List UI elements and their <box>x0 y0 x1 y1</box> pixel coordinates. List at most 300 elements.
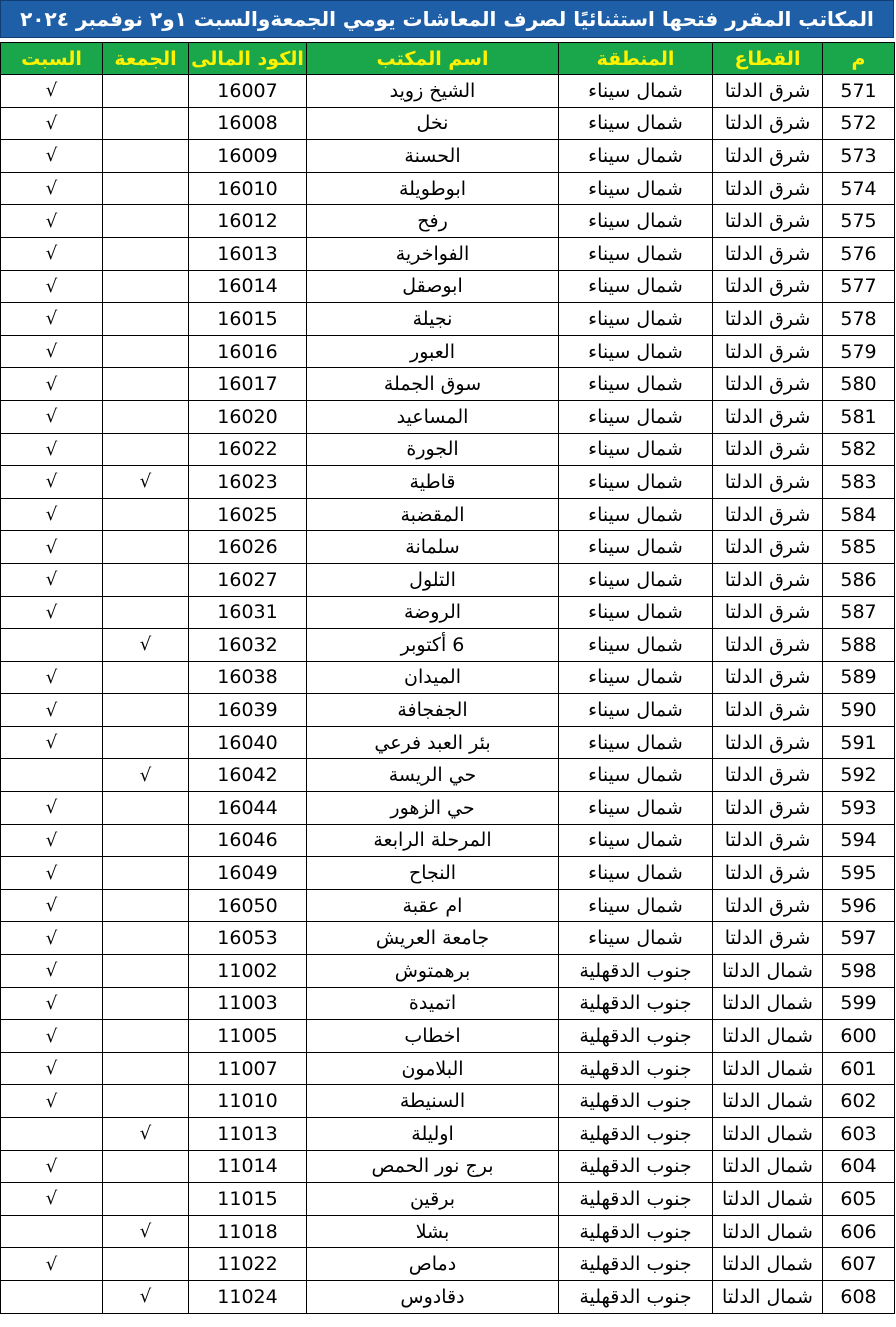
row-sector: شرق الدلتا <box>713 922 823 955</box>
row-friday-check: √ <box>103 466 189 499</box>
table-row <box>1 1085 895 1118</box>
row-saturday-check: √ <box>1 694 103 727</box>
row-friday-check <box>103 857 189 890</box>
row-friday-check <box>103 596 189 629</box>
row-code: 16032 <box>189 629 307 662</box>
row-office-name: العبور <box>307 335 559 368</box>
row-code: 16027 <box>189 563 307 596</box>
row-sector: شرق الدلتا <box>713 792 823 825</box>
row-index: 575 <box>823 205 895 238</box>
row-code: 16010 <box>189 172 307 205</box>
row-code: 11013 <box>189 1118 307 1151</box>
row-index: 594 <box>823 824 895 857</box>
row-region: جنوب الدقهلية <box>559 1183 713 1216</box>
row-region: جنوب الدقهلية <box>559 1118 713 1151</box>
row-region: شمال سيناء <box>559 889 713 922</box>
row-saturday-check: √ <box>1 596 103 629</box>
row-index: 601 <box>823 1052 895 1085</box>
row-office-name: دقادوس <box>307 1280 559 1313</box>
table-row <box>1 335 895 368</box>
table-row <box>1 531 895 564</box>
row-index: 587 <box>823 596 895 629</box>
row-friday-check <box>103 1150 189 1183</box>
row-region: شمال سيناء <box>559 205 713 238</box>
row-office-name: ام عقبة <box>307 889 559 922</box>
row-index: 581 <box>823 400 895 433</box>
row-friday-check <box>103 75 189 108</box>
row-code: 16038 <box>189 661 307 694</box>
row-office-name: السنيطة <box>307 1085 559 1118</box>
row-friday-check: √ <box>103 1280 189 1313</box>
row-office-name: نجيلة <box>307 303 559 336</box>
row-office-name: الجفجافة <box>307 694 559 727</box>
row-saturday-check: √ <box>1 172 103 205</box>
row-code: 11002 <box>189 955 307 988</box>
row-index: 586 <box>823 563 895 596</box>
row-index: 578 <box>823 303 895 336</box>
row-saturday-check: √ <box>1 237 103 270</box>
row-sector: شمال الدلتا <box>713 1020 823 1053</box>
row-friday-check <box>103 335 189 368</box>
row-friday-check: √ <box>103 1118 189 1151</box>
row-office-name: نخل <box>307 107 559 140</box>
row-sector: شرق الدلتا <box>713 629 823 662</box>
row-office-name: حي الريسة <box>307 759 559 792</box>
row-index: 606 <box>823 1215 895 1248</box>
row-region: شمال سيناء <box>559 75 713 108</box>
row-region: جنوب الدقهلية <box>559 987 713 1020</box>
row-code: 16020 <box>189 400 307 433</box>
row-region: شمال سيناء <box>559 629 713 662</box>
row-sector: شمال الدلتا <box>713 1215 823 1248</box>
row-friday-check <box>103 792 189 825</box>
row-office-name: الجورة <box>307 433 559 466</box>
row-code: 16050 <box>189 889 307 922</box>
row-office-name: اتميدة <box>307 987 559 1020</box>
header-code: الكود المالى <box>189 43 307 75</box>
table-row <box>1 466 895 499</box>
row-region: جنوب الدقهلية <box>559 1280 713 1313</box>
row-office-name: بئر العبد فرعي <box>307 726 559 759</box>
row-code: 16016 <box>189 335 307 368</box>
row-friday-check <box>103 303 189 336</box>
row-code: 16039 <box>189 694 307 727</box>
row-sector: شرق الدلتا <box>713 433 823 466</box>
row-index: 583 <box>823 466 895 499</box>
row-code: 11010 <box>189 1085 307 1118</box>
row-code: 16007 <box>189 75 307 108</box>
row-region: شمال سيناء <box>559 400 713 433</box>
row-region: جنوب الدقهلية <box>559 1052 713 1085</box>
row-saturday-check: √ <box>1 889 103 922</box>
row-friday-check <box>103 237 189 270</box>
row-office-name: رفح <box>307 205 559 238</box>
row-saturday-check: √ <box>1 335 103 368</box>
row-index: 589 <box>823 661 895 694</box>
row-region: جنوب الدقهلية <box>559 1150 713 1183</box>
row-sector: شمال الدلتا <box>713 1118 823 1151</box>
row-saturday-check: √ <box>1 466 103 499</box>
row-sector: شرق الدلتا <box>713 400 823 433</box>
row-index: 580 <box>823 368 895 401</box>
row-saturday-check <box>1 1118 103 1151</box>
row-sector: شرق الدلتا <box>713 563 823 596</box>
row-code: 16022 <box>189 433 307 466</box>
row-sector: شرق الدلتا <box>713 889 823 922</box>
table-row <box>1 661 895 694</box>
table-row <box>1 172 895 205</box>
row-sector: شرق الدلتا <box>713 107 823 140</box>
row-saturday-check: √ <box>1 987 103 1020</box>
row-index: 602 <box>823 1085 895 1118</box>
row-saturday-check: √ <box>1 1085 103 1118</box>
row-index: 582 <box>823 433 895 466</box>
table-row <box>1 368 895 401</box>
row-code: 16009 <box>189 140 307 173</box>
row-office-name: النجاح <box>307 857 559 890</box>
row-index: 576 <box>823 237 895 270</box>
row-office-name: اخطاب <box>307 1020 559 1053</box>
row-friday-check <box>103 400 189 433</box>
table-row <box>1 107 895 140</box>
header-region: المنطقة <box>559 43 713 75</box>
row-sector: شمال الدلتا <box>713 987 823 1020</box>
row-code: 11018 <box>189 1215 307 1248</box>
row-friday-check <box>103 889 189 922</box>
row-office-name: ابوطويلة <box>307 172 559 205</box>
row-index: 607 <box>823 1248 895 1281</box>
row-saturday-check <box>1 629 103 662</box>
row-region: جنوب الدقهلية <box>559 1215 713 1248</box>
row-code: 11005 <box>189 1020 307 1053</box>
row-sector: شرق الدلتا <box>713 335 823 368</box>
row-code: 11022 <box>189 1248 307 1281</box>
row-sector: شرق الدلتا <box>713 172 823 205</box>
row-saturday-check: √ <box>1 563 103 596</box>
row-sector: شرق الدلتا <box>713 368 823 401</box>
row-sector: شمال الدلتا <box>713 955 823 988</box>
row-friday-check <box>103 563 189 596</box>
row-region: شمال سيناء <box>559 303 713 336</box>
row-saturday-check: √ <box>1 1052 103 1085</box>
row-index: 597 <box>823 922 895 955</box>
row-office-name: المساعيد <box>307 400 559 433</box>
row-region: شمال سيناء <box>559 466 713 499</box>
row-code: 16053 <box>189 922 307 955</box>
row-sector: شرق الدلتا <box>713 759 823 792</box>
table-row <box>1 1280 895 1313</box>
row-saturday-check: √ <box>1 661 103 694</box>
row-region: شمال سيناء <box>559 661 713 694</box>
row-friday-check <box>103 433 189 466</box>
row-index: 574 <box>823 172 895 205</box>
row-index: 595 <box>823 857 895 890</box>
row-region: جنوب الدقهلية <box>559 955 713 988</box>
row-region: شمال سيناء <box>559 498 713 531</box>
row-sector: شرق الدلتا <box>713 694 823 727</box>
row-region: جنوب الدقهلية <box>559 1020 713 1053</box>
row-region: شمال سيناء <box>559 172 713 205</box>
row-index: 591 <box>823 726 895 759</box>
row-index: 605 <box>823 1183 895 1216</box>
row-saturday-check: √ <box>1 531 103 564</box>
row-office-name: برج نور الحمص <box>307 1150 559 1183</box>
row-index: 579 <box>823 335 895 368</box>
row-office-name: دماص <box>307 1248 559 1281</box>
row-code: 16014 <box>189 270 307 303</box>
row-region: شمال سيناء <box>559 726 713 759</box>
table-row <box>1 987 895 1020</box>
table-row <box>1 433 895 466</box>
row-office-name: التلول <box>307 563 559 596</box>
header-office: اسم المكتب <box>307 43 559 75</box>
row-code: 16025 <box>189 498 307 531</box>
row-friday-check <box>103 1248 189 1281</box>
row-office-name: سلمانة <box>307 531 559 564</box>
row-saturday-check: √ <box>1 400 103 433</box>
table-row <box>1 498 895 531</box>
row-code: 16013 <box>189 237 307 270</box>
row-friday-check: √ <box>103 759 189 792</box>
row-office-name: الفواخرية <box>307 237 559 270</box>
row-office-name: حي الزهور <box>307 792 559 825</box>
row-region: جنوب الدقهلية <box>559 1085 713 1118</box>
row-friday-check <box>103 1020 189 1053</box>
row-sector: شرق الدلتا <box>713 466 823 499</box>
row-index: 571 <box>823 75 895 108</box>
row-sector: شمال الدلتا <box>713 1150 823 1183</box>
row-saturday-check: √ <box>1 433 103 466</box>
table-row <box>1 596 895 629</box>
header-sector: القطاع <box>713 43 823 75</box>
row-friday-check <box>103 694 189 727</box>
row-office-name: قاطية <box>307 466 559 499</box>
table-row <box>1 1215 895 1248</box>
row-index: 590 <box>823 694 895 727</box>
row-saturday-check: √ <box>1 955 103 988</box>
row-friday-check <box>103 205 189 238</box>
row-region: شمال سيناء <box>559 433 713 466</box>
row-region: شمال سيناء <box>559 270 713 303</box>
header-saturday: السبت <box>1 43 103 75</box>
row-office-name: برهمتوش <box>307 955 559 988</box>
table-row <box>1 824 895 857</box>
row-office-name: المقضبة <box>307 498 559 531</box>
table-row <box>1 1118 895 1151</box>
row-index: 604 <box>823 1150 895 1183</box>
row-code: 16008 <box>189 107 307 140</box>
row-code: 11024 <box>189 1280 307 1313</box>
table-row <box>1 140 895 173</box>
row-sector: شرق الدلتا <box>713 303 823 336</box>
row-sector: شرق الدلتا <box>713 140 823 173</box>
row-code: 16044 <box>189 792 307 825</box>
row-code: 16040 <box>189 726 307 759</box>
row-code: 11014 <box>189 1150 307 1183</box>
row-friday-check <box>103 368 189 401</box>
row-sector: شرق الدلتا <box>713 824 823 857</box>
table-row <box>1 629 895 662</box>
table-row <box>1 792 895 825</box>
row-saturday-check: √ <box>1 922 103 955</box>
row-sector: شرق الدلتا <box>713 857 823 890</box>
table-row <box>1 922 895 955</box>
row-friday-check <box>103 1183 189 1216</box>
table-row <box>1 1183 895 1216</box>
table-row <box>1 1248 895 1281</box>
row-region: شمال سيناء <box>559 857 713 890</box>
row-friday-check <box>103 498 189 531</box>
row-saturday-check: √ <box>1 1150 103 1183</box>
row-sector: شرق الدلتا <box>713 498 823 531</box>
table-row <box>1 889 895 922</box>
row-saturday-check: √ <box>1 107 103 140</box>
sheet-title: المكاتب المقرر فتحها استثنائيًا لصرف المعاشات يومي الجمعةوالسبت ١و٢ نوفمبر ٢٠٢٤ <box>0 0 894 38</box>
row-region: شمال سيناء <box>559 824 713 857</box>
row-index: 608 <box>823 1280 895 1313</box>
row-code: 16042 <box>189 759 307 792</box>
row-code: 16015 <box>189 303 307 336</box>
table-row <box>1 857 895 890</box>
row-sector: شمال الدلتا <box>713 1280 823 1313</box>
table-row <box>1 1020 895 1053</box>
table-row <box>1 75 895 108</box>
row-saturday-check: √ <box>1 1020 103 1053</box>
row-index: 573 <box>823 140 895 173</box>
row-sector: شرق الدلتا <box>713 596 823 629</box>
table-row <box>1 400 895 433</box>
row-sector: شرق الدلتا <box>713 726 823 759</box>
table-row <box>1 955 895 988</box>
row-index: 592 <box>823 759 895 792</box>
row-sector: شرق الدلتا <box>713 270 823 303</box>
row-sector: شمال الدلتا <box>713 1052 823 1085</box>
row-region: شمال سيناء <box>559 107 713 140</box>
row-index: 593 <box>823 792 895 825</box>
row-sector: شرق الدلتا <box>713 661 823 694</box>
row-saturday-check: √ <box>1 857 103 890</box>
row-friday-check <box>103 531 189 564</box>
row-friday-check <box>103 987 189 1020</box>
table-row <box>1 205 895 238</box>
row-saturday-check: √ <box>1 1183 103 1216</box>
row-region: شمال سيناء <box>559 563 713 596</box>
header-row <box>1 43 895 75</box>
row-code: 11003 <box>189 987 307 1020</box>
row-friday-check <box>103 922 189 955</box>
offices-table <box>0 42 895 1314</box>
row-index: 584 <box>823 498 895 531</box>
row-office-name: جامعة العريش <box>307 922 559 955</box>
row-region: شمال سيناء <box>559 792 713 825</box>
row-region: شمال سيناء <box>559 531 713 564</box>
row-office-name: برقين <box>307 1183 559 1216</box>
row-region: جنوب الدقهلية <box>559 1248 713 1281</box>
row-saturday-check: √ <box>1 824 103 857</box>
row-saturday-check: √ <box>1 303 103 336</box>
row-code: 11015 <box>189 1183 307 1216</box>
row-friday-check <box>103 107 189 140</box>
row-code: 16023 <box>189 466 307 499</box>
table-row <box>1 1150 895 1183</box>
row-index: 572 <box>823 107 895 140</box>
row-office-name: اوليلة <box>307 1118 559 1151</box>
row-index: 603 <box>823 1118 895 1151</box>
table-row <box>1 694 895 727</box>
table-row <box>1 759 895 792</box>
table-row <box>1 270 895 303</box>
row-code: 16017 <box>189 368 307 401</box>
row-region: شمال سيناء <box>559 922 713 955</box>
header-friday: الجمعة <box>103 43 189 75</box>
row-friday-check <box>103 140 189 173</box>
row-saturday-check <box>1 1280 103 1313</box>
header-index: م <box>823 43 895 75</box>
row-office-name: ابوصقل <box>307 270 559 303</box>
row-office-name: الميدان <box>307 661 559 694</box>
row-code: 11007 <box>189 1052 307 1085</box>
row-index: 588 <box>823 629 895 662</box>
row-office-name: البلامون <box>307 1052 559 1085</box>
row-sector: شمال الدلتا <box>713 1248 823 1281</box>
row-code: 16012 <box>189 205 307 238</box>
row-saturday-check: √ <box>1 792 103 825</box>
row-friday-check <box>103 1085 189 1118</box>
row-friday-check <box>103 824 189 857</box>
row-code: 16031 <box>189 596 307 629</box>
row-saturday-check <box>1 759 103 792</box>
row-friday-check <box>103 955 189 988</box>
row-saturday-check: √ <box>1 75 103 108</box>
row-region: شمال سيناء <box>559 237 713 270</box>
row-friday-check <box>103 661 189 694</box>
row-sector: شرق الدلتا <box>713 531 823 564</box>
row-saturday-check: √ <box>1 270 103 303</box>
row-office-name: المرحلة الرابعة <box>307 824 559 857</box>
row-region: شمال سيناء <box>559 335 713 368</box>
row-saturday-check: √ <box>1 140 103 173</box>
row-index: 598 <box>823 955 895 988</box>
row-saturday-check: √ <box>1 726 103 759</box>
row-office-name: 6 أكتوبر <box>307 629 559 662</box>
row-office-name: الحسنة <box>307 140 559 173</box>
row-index: 600 <box>823 1020 895 1053</box>
row-index: 585 <box>823 531 895 564</box>
row-region: شمال سيناء <box>559 368 713 401</box>
row-sector: شرق الدلتا <box>713 205 823 238</box>
table-row <box>1 563 895 596</box>
row-friday-check <box>103 726 189 759</box>
row-code: 16049 <box>189 857 307 890</box>
row-sector: شرق الدلتا <box>713 237 823 270</box>
table-row <box>1 237 895 270</box>
row-saturday-check: √ <box>1 368 103 401</box>
row-region: شمال سيناء <box>559 759 713 792</box>
row-index: 599 <box>823 987 895 1020</box>
row-friday-check: √ <box>103 1215 189 1248</box>
row-region: شمال سيناء <box>559 140 713 173</box>
row-saturday-check: √ <box>1 1248 103 1281</box>
table-row <box>1 726 895 759</box>
row-office-name: الروضة <box>307 596 559 629</box>
row-code: 16046 <box>189 824 307 857</box>
row-friday-check <box>103 270 189 303</box>
row-index: 596 <box>823 889 895 922</box>
row-friday-check <box>103 172 189 205</box>
row-sector: شمال الدلتا <box>713 1183 823 1216</box>
row-sector: شرق الدلتا <box>713 75 823 108</box>
row-code: 16026 <box>189 531 307 564</box>
